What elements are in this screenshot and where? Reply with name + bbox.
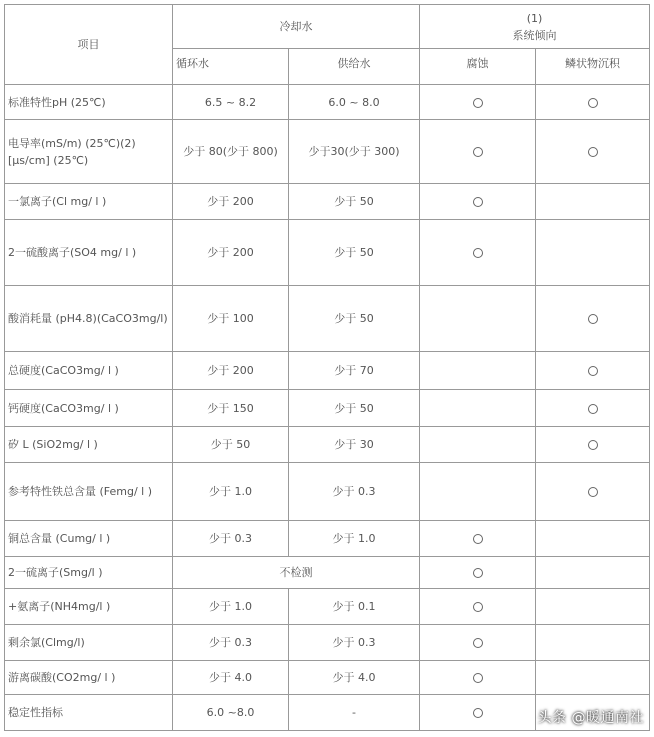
cell-circulating: 少于 100 (173, 286, 289, 352)
circle-mark-icon (473, 534, 483, 544)
cell-supply: 少于 4.0 (289, 661, 420, 695)
circle-mark-icon (473, 248, 483, 258)
table-row (5, 85, 650, 120)
cell-scale (536, 521, 650, 557)
header-cooling-water: 冷却水 (173, 5, 420, 49)
cell-corrosion (420, 463, 536, 521)
circle-mark-icon (473, 673, 483, 683)
cell-scale (536, 352, 650, 390)
cell-circulating: 少于 80(少于 800) (173, 120, 289, 184)
cell-circulating: 少于 200 (173, 184, 289, 220)
system-tendency-label: 系统倾向 (512, 28, 557, 42)
circle-mark-icon (588, 404, 598, 414)
cell-scale (536, 390, 650, 427)
cell-supply: 6.0 ~ 8.0 (289, 85, 420, 120)
cell-scale (536, 661, 650, 695)
cell-item: 矽 L (SiO2mg/ l ) (5, 427, 173, 463)
circle-mark-icon (588, 366, 598, 376)
cell-circulating: 6.5 ~ 8.2 (173, 85, 289, 120)
circle-mark-icon (588, 98, 598, 108)
circle-mark-icon (473, 708, 483, 718)
cell-scale (536, 220, 650, 286)
table-row (5, 352, 650, 390)
cell-corrosion (420, 220, 536, 286)
cell-corrosion (420, 557, 536, 589)
cell-circulating: 少于 150 (173, 390, 289, 427)
cell-circulating: 少于 1.0 (173, 589, 289, 625)
cell-item: 稳定性指标 (5, 695, 173, 731)
watermark: 头条 @暖通南社 (537, 710, 644, 726)
cell-supply: 少于 30 (289, 427, 420, 463)
cell-supply: 少于 1.0 (289, 521, 420, 557)
cell-supply: 少于 0.3 (289, 625, 420, 661)
cell-circulating: 少于 200 (173, 220, 289, 286)
cell-corrosion (420, 521, 536, 557)
water-quality-table (4, 4, 650, 731)
circle-mark-icon (473, 147, 483, 157)
header-system-tendency (420, 5, 650, 49)
cell-supply: 少于 50 (289, 220, 420, 286)
cell-item: 酸消耗量 (pH4.8)(CaCO3mg/l) (5, 286, 173, 352)
cell-item: 参考特性铁总含量 (Femg/ l ) (5, 463, 173, 521)
cell-item: 钙硬度(CaCO3mg/ l ) (5, 390, 173, 427)
header-supply: 供给水 (289, 49, 420, 85)
table-row (5, 557, 650, 589)
cell-scale (536, 85, 650, 120)
cell-merged: 不检测 (173, 557, 420, 589)
cell-supply: - (289, 695, 420, 731)
cell-corrosion (420, 286, 536, 352)
cell-item: 总硬度(CaCO3mg/ l ) (5, 352, 173, 390)
cell-scale (536, 286, 650, 352)
cell-scale (536, 120, 650, 184)
table-row (5, 589, 650, 625)
cell-item: 剩余氯(Clmg/l) (5, 625, 173, 661)
note-marker: (1) (526, 11, 543, 25)
table-row (5, 286, 650, 352)
cell-scale (536, 625, 650, 661)
cell-corrosion (420, 390, 536, 427)
circle-mark-icon (588, 440, 598, 450)
cell-corrosion (420, 184, 536, 220)
cell-item: 电导率(mS/m) (25℃)(2)[μs/cm] (25℃) (5, 120, 173, 184)
table-row (5, 463, 650, 521)
table-row (5, 427, 650, 463)
cell-supply: 少于 50 (289, 390, 420, 427)
cell-corrosion (420, 625, 536, 661)
cell-supply: 少于 0.3 (289, 463, 420, 521)
circle-mark-icon (473, 568, 483, 578)
cell-circulating: 少于 50 (173, 427, 289, 463)
header-scale: 鳞状物沉积 (536, 49, 650, 85)
table-row (5, 521, 650, 557)
cell-corrosion (420, 589, 536, 625)
cell-item: 2一硫离子(Smg/l ) (5, 557, 173, 589)
header-item: 项目 (5, 5, 173, 85)
cell-item: 游离碳酸(CO2mg/ l ) (5, 661, 173, 695)
table-row (5, 390, 650, 427)
table-row (5, 120, 650, 184)
cell-scale (536, 427, 650, 463)
cell-supply: 少于 50 (289, 184, 420, 220)
cell-corrosion (420, 661, 536, 695)
circle-mark-icon (588, 314, 598, 324)
circle-mark-icon (473, 98, 483, 108)
cell-corrosion (420, 120, 536, 184)
cell-supply: 少于 70 (289, 352, 420, 390)
cell-scale (536, 589, 650, 625)
cell-item: 2一硫酸离子(SO4 mg/ l ) (5, 220, 173, 286)
cell-circulating: 少于 0.3 (173, 625, 289, 661)
table-row (5, 184, 650, 220)
circle-mark-icon (473, 197, 483, 207)
cell-supply: 少于30(少于 300) (289, 120, 420, 184)
cell-circulating: 少于 4.0 (173, 661, 289, 695)
table-row (5, 625, 650, 661)
circle-mark-icon (473, 638, 483, 648)
table-row (5, 220, 650, 286)
cell-scale (536, 184, 650, 220)
cell-supply: 少于 0.1 (289, 589, 420, 625)
cell-corrosion (420, 427, 536, 463)
header-row-top (5, 5, 650, 49)
cell-circulating: 少于 200 (173, 352, 289, 390)
cell-corrosion (420, 85, 536, 120)
cell-circulating: 少于 0.3 (173, 521, 289, 557)
cell-item: 标准特性pH (25℃) (5, 85, 173, 120)
cell-circulating: 少于 1.0 (173, 463, 289, 521)
cell-item: 一氯离子(Cl mg/ l ) (5, 184, 173, 220)
cell-scale (536, 463, 650, 521)
cell-circulating: 6.0 ~8.0 (173, 695, 289, 731)
circle-mark-icon (473, 602, 483, 612)
circle-mark-icon (588, 147, 598, 157)
header-corrosion: 腐蚀 (420, 49, 536, 85)
cell-scale (536, 557, 650, 589)
cell-corrosion (420, 352, 536, 390)
cell-supply: 少于 50 (289, 286, 420, 352)
cell-item: 铜总含量 (Cumg/ l ) (5, 521, 173, 557)
cell-corrosion (420, 695, 536, 731)
circle-mark-icon (588, 487, 598, 497)
header-circulating: 循环水 (173, 49, 289, 85)
table-row (5, 661, 650, 695)
cell-item: +氨离子(NH4mg/l ) (5, 589, 173, 625)
